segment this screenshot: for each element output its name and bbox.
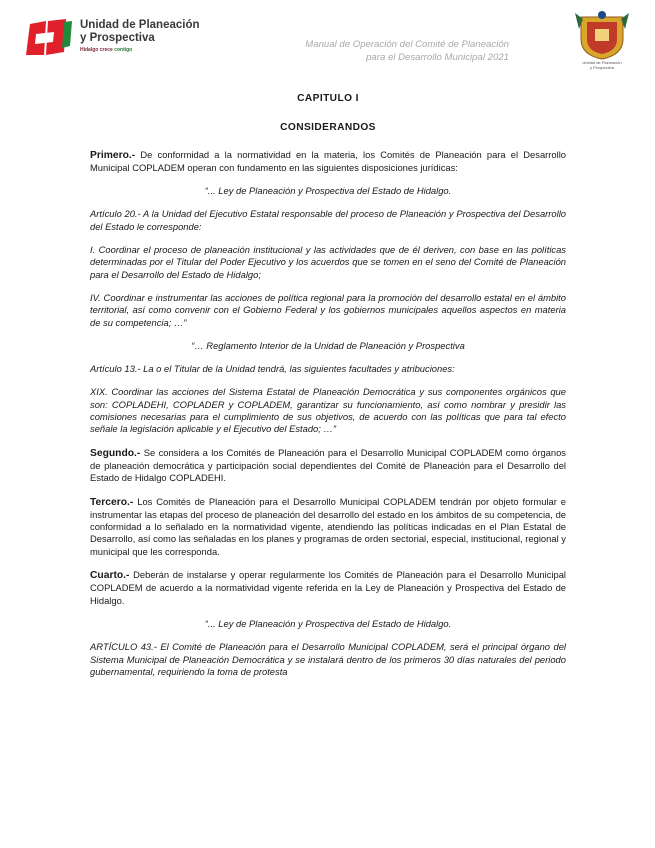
page-header — [0, 0, 655, 90]
primero-text: De conformidad a la normatividad en la materia, los Comités de Planeación para el Desarrollo Municipal COPLADEM operan con fundamento en las siguientes disposiciones jurídicas: — [90, 148, 566, 173]
article-20-fraction-iv: IV. Coordinar e instrumentar las acciones de política regional para la promoción del desarrollo estatal en el ámbito territorial, así como convenir con el Gobierno Federal y los gobiernos municipales aquellos aspectos en materia de su competencia; …” — [90, 291, 566, 328]
seal-caption — [567, 60, 637, 70]
hidalgo-logo-icon — [24, 18, 74, 58]
document-title-line1: Manual de Operación del Comité de Planeación — [305, 39, 509, 50]
paragraph-tercero — [90, 496, 566, 558]
org-name — [80, 19, 200, 53]
org-tagline — [80, 47, 200, 53]
segundo-label: Segundo.- — [90, 447, 141, 459]
paragraph-primero — [90, 149, 566, 175]
chapter-heading: CAPITULO I — [297, 93, 359, 104]
cuarto-text: Deberán de instalarse y operar regularmente los Comités de Planeación para el Desarrollo Municipal COPLADEM de acuerdo a la normatividad vigente referida en la Ley de Planeación y Prospectiva del Estado de Hidalgo. — [90, 569, 566, 606]
tercero-label: Tercero.- — [90, 496, 134, 508]
document-title-line2: para el Desarrollo Municipal 2021 — [366, 51, 509, 63]
org-name-line2: y Prospectiva — [80, 32, 155, 44]
cuarto-label: Cuarto.- — [90, 570, 130, 582]
paragraph-segundo — [90, 447, 566, 485]
law-citation-3: “... Ley de Planeación y Prospectiva del Estado de Hidalgo. — [204, 617, 452, 629]
tagline-part-a: Hidalgo crece — [80, 47, 113, 53]
seal-caption-line2: y Prospectiva — [589, 65, 614, 70]
document-title — [229, 39, 509, 64]
org-name-line1: Unidad de Planeación — [80, 19, 200, 31]
article-20-fraction-i: I. Coordinar el proceso de planeación institucional y las actividades que de él deriven, con base en las políticas determinadas por el Titular del Poder Ejecutivo y los acuerdos que se tomen en el seno del Comité de Planeación para el Desarrollo del Estado de Hidalgo; — [90, 244, 566, 280]
article-13-fraction-xix: XIX. Coordinar las acciones del Sistema Estatal de Planeación Democrática y sus componentes orgánicos que son: COPLADEHI, COPLADER y COPLADEM, garantizar su funcionamiento, así como nombrar y presidir las comisiones necesarias para el cumplimiento de sus objetivos, de acuerdo con las políticas que para tal efecto señale la legislación aplicable y el Ejecutivo del Estado; …” — [90, 386, 566, 435]
document-body — [90, 93, 566, 689]
article-43: ARTÍCULO 43.- El Comité de Planeación para el Desarrollo Municipal COPLADEM, será el principal órgano del Sistema Municipal de Planeación Democrática y se instalará dentro de los primeros 30 días naturales del periodo gubernamental, requiriendo la toma de protesta — [90, 641, 566, 677]
seal-caption-line1: Unidad de Planeación — [582, 60, 622, 65]
coat-of-arms-icon — [573, 9, 631, 61]
tercero-text: Los Comités de Planeación para el Desarrollo Municipal COPLADEM tendrán por objeto formular e instrumentar las etapas del proceso de planeación del desarrollo del estado en los ámbitos de su competencia, de conformidad a lo señalado en la normatividad vigente, atendiendo las políticas indicadas en el Plan Estatal de Desarrollo, así como las señaladas en los planes y programas de orden sectorial, especial, institucional, regional y municipal que les corresponda. — [90, 495, 566, 557]
article-13: Artículo 13.- La o el Titular de la Unidad tendrá, las siguientes facultades y atribuciones: — [90, 363, 455, 375]
article-20: Artículo 20.- A la Unidad del Ejecutivo Estatal responsable del proceso de Planeación y Prospectiva del Desarrollo del Estado le corresponde: — [90, 208, 566, 232]
primero-label: Primero.- — [90, 149, 136, 161]
paragraph-cuarto — [90, 569, 566, 607]
law-citation-1: “... Ley de Planeación y Prospectiva del Estado de Hidalgo. — [204, 185, 452, 197]
section-heading: CONSIDERANDOS — [280, 122, 376, 134]
segundo-text: Se considera a los Comités de Planeación para el Desarrollo Municipal COPLADEM como órganos de planeación democrática y participación social dependientes del Comité de Planeación para el Desarrollo del Estado de Hidalgo COPLADEHI. — [90, 446, 566, 484]
law-citation-2: “… Reglamento Interior de la Unidad de Planeación y Prospectiva — [191, 339, 465, 351]
tagline-part-b: contigo — [114, 47, 133, 53]
